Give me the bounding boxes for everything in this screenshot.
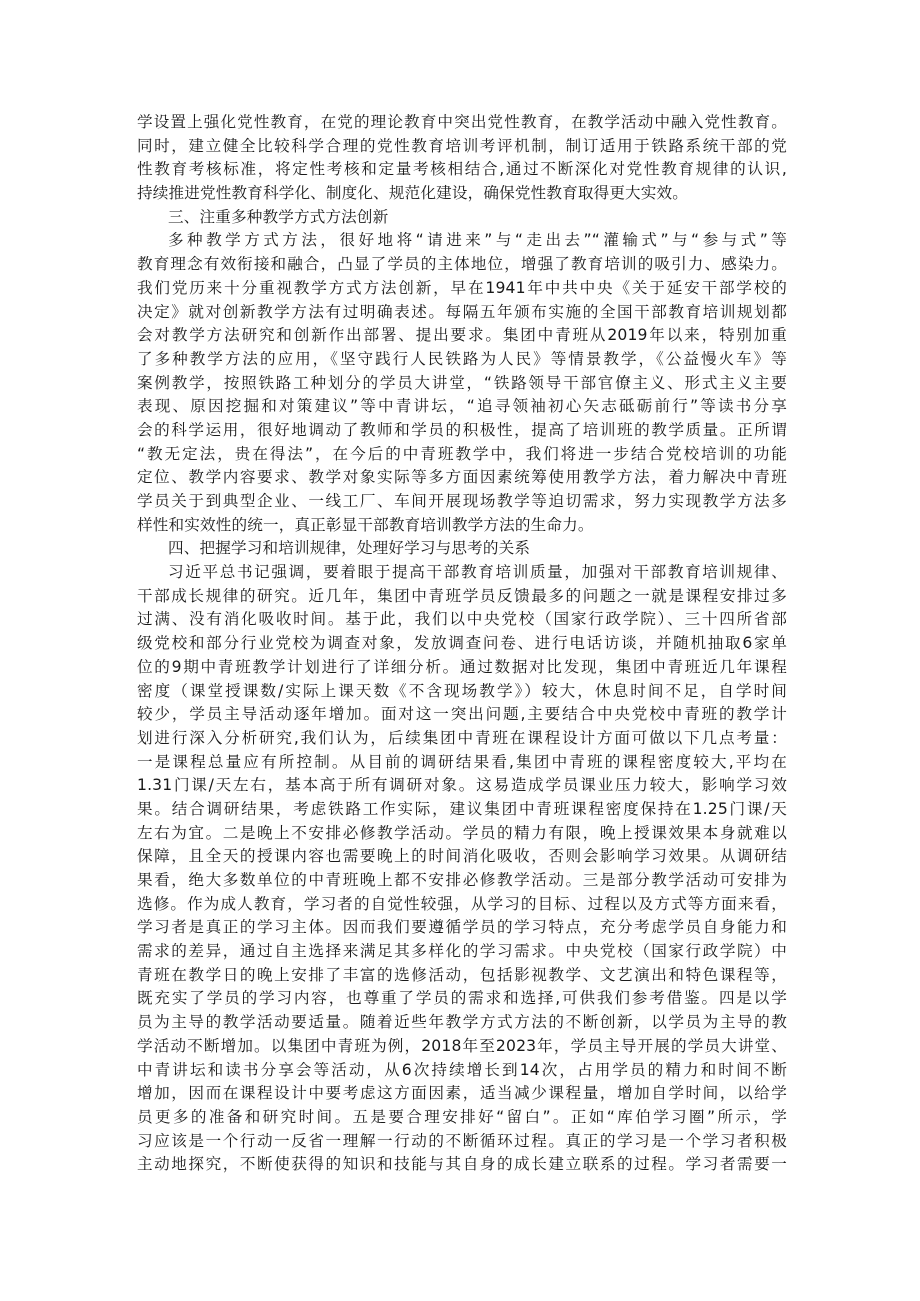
text-line: 习近平总书记强调，要着眼于提高干部教育培训质量，加强对干部教育培训规律、 bbox=[168, 563, 787, 582]
text-line: 持续推进党性教育科学化、制度化、规范化建设，确保党性教育取得更大实效。 bbox=[137, 184, 689, 203]
text-line: 我们党历来十分重视教学方式方法创新，早在1941年中共中央《关于延安干部学校的 bbox=[137, 278, 787, 297]
text-line: 一是课程总量应有所控制。从目前的调研结果看,集团中青班的课程密度较大,平均在 bbox=[137, 752, 787, 771]
text-line: 习应该是一个行动一反省一理解一行动的不断循环过程。真正的学习是一个学习者积极 bbox=[137, 1131, 787, 1150]
text-line: 同时，建立健全比较科学合理的党性教育培训考评机制，制订适用于铁路系统干部的党 bbox=[137, 136, 787, 155]
text-line: 干部成长规律的研究。近几年，集团中青班学员反馈最多的问题之一就是课程安排过多 bbox=[137, 586, 787, 605]
text-line: 选修。作为成人教育，学习者的自觉性较强，从学习的目标、过程以及方式等方面来看， bbox=[137, 894, 787, 913]
text-line: 青班在教学日的晚上安排了丰富的选修活动，包括影视教学、文艺演出和特色课程等， bbox=[137, 965, 787, 984]
text-line: 员为主导的教学活动要适量。随着近些年教学方式方法的不断创新，以学员为主导的教 bbox=[137, 1013, 787, 1032]
section-heading: 三、注重多种教学方式方法创新 bbox=[168, 207, 389, 226]
text-line: 员更多的准备和研究时间。五是要合理安排好“留白”。正如“库伯学习圈”所示，学 bbox=[137, 1107, 787, 1126]
text-line: 需求的差异，通过自主选择来满足其多样化的学习需求。中央党校（国家行政学院）中 bbox=[137, 942, 787, 961]
text-line: 定位、教学内容要求、教学对象实际等多方面因素统筹使用教学方法，着力解决中青班 bbox=[137, 468, 787, 487]
text-line: 级党校和部分行业党校为调查对象，发放调查问卷、进行电话访谈，并随机抽取6家单 bbox=[137, 634, 787, 653]
text-line: 样性和实效性的统一，真正彰显干部教育培训教学方法的生命力。 bbox=[137, 515, 594, 534]
text-line: 既充实了学员的学习内容，也尊重了学员的需求和选择,可供我们参考借鉴。四是以学 bbox=[137, 989, 787, 1008]
text-line: 教育理念有效衔接和融合，凸显了学员的主体地位，增强了教育培训的吸引力、感染力。 bbox=[137, 255, 787, 274]
text-line: 左右为宜。二是晚上不安排必修教学活动。学员的精力有限，晚上授课效果本身就难以 bbox=[137, 823, 787, 842]
text-line: 增加，因而在课程设计中要考虑这方面因素，适当减少课程量，增加自学时间，以给学 bbox=[137, 1084, 787, 1103]
text-line: 中青讲坛和读书分享会等活动，从6次持续增长到14次，占用学员的精力和时间不断 bbox=[137, 1060, 787, 1079]
text-line: “教无定法，贵在得法”，在今后的中青班教学中，我们将进一步结合党校培训的功能 bbox=[137, 444, 787, 463]
text-line: 了多种教学方法的应用，《坚守践行人民铁路为人民》等情景教学，《公益慢火车》等 bbox=[137, 349, 787, 368]
text-line: 性教育考核标准，将定性考核和定量考核相结合,通过不断深化对党性教育规律的认识, bbox=[137, 160, 787, 179]
text-line: 学设置上强化党性教育，在党的理论教育中突出党性教育，在教学活动中融入党性教育。 bbox=[137, 113, 787, 131]
text-line: 主动地探究，不断使获得的知识和技能与其自身的成长建立联系的过程。学习者需要一 bbox=[137, 1155, 787, 1174]
text-line: 1.31门课/天左右，基本高于所有调研对象。这易造成学员课业压力较大，影响学习效 bbox=[137, 776, 787, 795]
text-line: 学员关于到典型企业、一线工厂、车间开展现场教学等迫切需求，努力实现教学方法多 bbox=[137, 492, 787, 510]
text-line: 会对教学方法研究和创新作出部署、提出要求。集团中青班从2019年以来，特别加重 bbox=[137, 326, 787, 345]
text-line: 较少，学员主导活动逐年增加。面对这一突出问题,主要结合中央党校中青班的教学计 bbox=[137, 705, 787, 724]
text-line: 过满、没有消化吸收时间。基于此，我们以中央党校（国家行政学院）、三十四所省部 bbox=[137, 610, 787, 629]
text-line: 表现、原因挖掘和对策建议”等中青讲坛，“追寻领袖初心矢志砥砺前行”等读书分享 bbox=[137, 397, 787, 416]
text-line: 密度（课堂授课数/实际上课天数《不含现场教学》）较大，休息时间不足，自学时间 bbox=[137, 681, 787, 700]
text-line: 多种教学方式方法，很好地将“请进来”与“走出去”“灌输式”与“参与式”等 bbox=[168, 231, 787, 250]
text-line: 学习者是真正的学习主体。因而我们要遵循学员的学习特点，充分考虑学员自身能力和 bbox=[137, 918, 787, 937]
body-text bbox=[137, 111, 787, 1177]
text-line: 案例教学，按照铁路工种划分的学员大讲堂，“铁路领导干部官僚主义、形式主义主要 bbox=[137, 373, 787, 392]
text-line: 会的科学运用，很好地调动了教师和学员的积极性，提高了培训班的教学质量。正所谓 bbox=[137, 420, 787, 439]
text-line: 果。结合调研结果，考虑铁路工作实际，建议集团中青班课程密度保持在1.25门课/天 bbox=[137, 799, 787, 818]
text-line: 果看，绝大多数单位的中青班晚上都不安排必修教学活动。三是部分教学活动可安排为 bbox=[137, 871, 787, 889]
text-line: 学活动不断增加。以集团中青班为例，2018年至2023年，学员主导开展的学员大讲堂、 bbox=[137, 1036, 787, 1055]
text-line: 保障，且全天的授课内容也需要晚上的时间消化吸收，否则会影响学习效果。从调研结 bbox=[137, 847, 787, 866]
text-line: 位的9期中青班教学计划进行了详细分析。通过数据对比发现，集团中青班近几年课程 bbox=[137, 657, 787, 676]
text-line: 划进行深入分析研究,我们认为，后续集团中青班在课程设计方面可做以下几点考量： bbox=[137, 728, 787, 747]
section-heading: 四、把握学习和培训规律，处理好学习与思考的关系 bbox=[168, 539, 531, 558]
text-line: 决定》就对创新教学方法有过明确表述。每隔五年颁布实施的全国干部教育培训规划都 bbox=[137, 302, 787, 321]
